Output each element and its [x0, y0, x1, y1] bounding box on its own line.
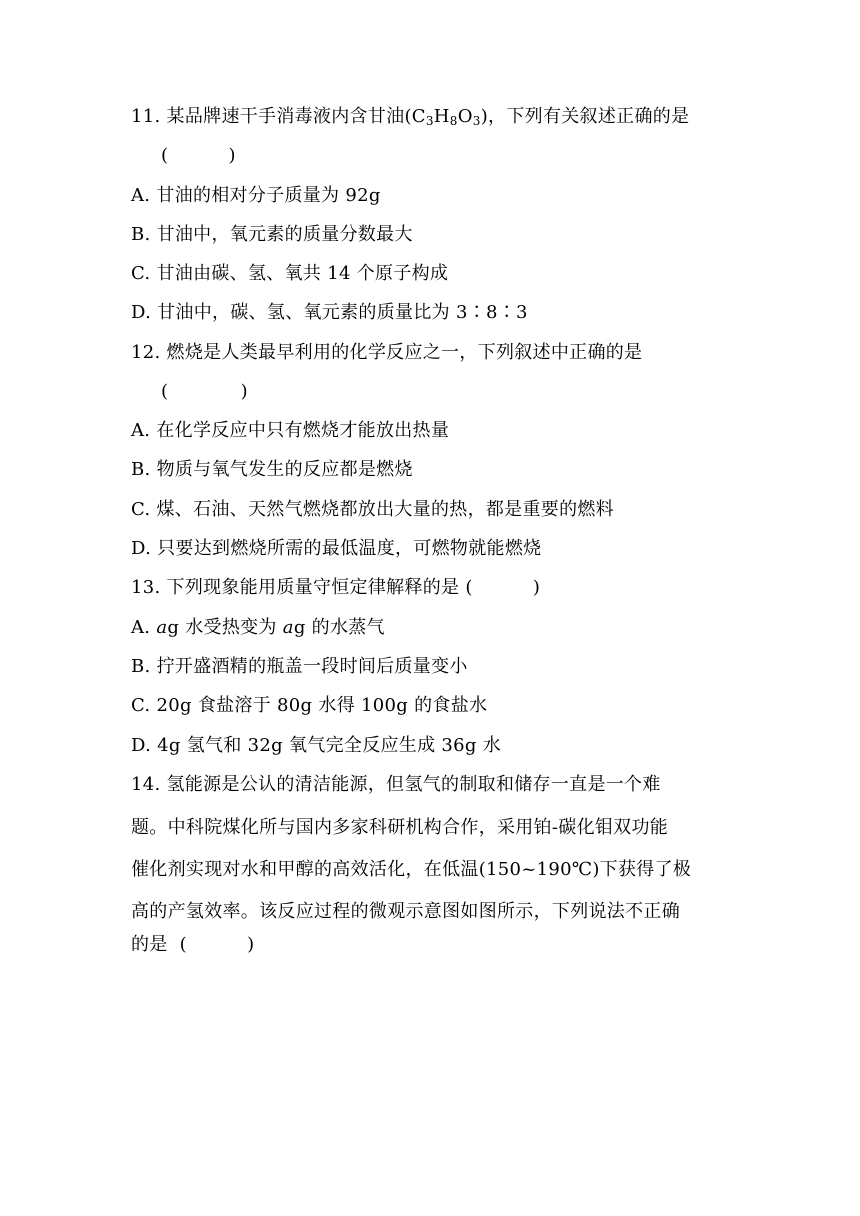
q11-formula-o-subscript: 3 — [472, 114, 481, 128]
q13-option-a-var-1: a — [156, 617, 168, 638]
question-11-answer-blank: ( ) — [161, 145, 236, 166]
question-12-option-c: C. 煤、石油、天然气燃烧都放出大量的热，都是重要的燃料 — [131, 499, 614, 520]
question-13-option-d: D. 4g 氢气和 32g 氧气完全反应生成 36g 水 — [131, 735, 502, 756]
q11-formula-h-subscript: 8 — [449, 114, 458, 128]
question-13-stem: 13. 下列现象能用质量守恒定律解释的是 ( ) — [131, 577, 541, 598]
question-11-option-d: D. 甘油中，碳、氢、氧元素的质量比为 3∶8∶3 — [131, 302, 528, 323]
question-12-option-b: B. 物质与氧气发生的反应都是燃烧 — [131, 459, 413, 480]
question-13-option-a — [131, 615, 385, 641]
q11-formula-c-subscript: 3 — [425, 114, 434, 128]
q13-option-a-var-2: a — [282, 617, 294, 638]
question-11-option-c: C. 甘油由碳、氢、氧共 14 个原子构成 — [131, 263, 449, 284]
question-14-stem-line-3: 催化剂实现对水和甲醇的高效活化，在低温(150~190℃)下获得了极 — [131, 859, 692, 880]
question-12-option-a: A. 在化学反应中只有燃烧才能放出热量 — [131, 420, 450, 441]
question-12-stem: 12. 燃烧是人类最早利用的化学反应之一，下列叙述中正确的是 — [131, 342, 643, 363]
question-14-stem-line-1: 14. 氢能源是公认的清洁能源，但氢气的制取和储存一直是一个难 — [131, 774, 661, 795]
question-13-option-b: B. 拧开盛酒精的瓶盖一段时间后质量变小 — [131, 656, 468, 677]
q13-option-a-text-2: g 的水蒸气 — [293, 617, 385, 638]
question-14-stem-line-4: 高的产氢效率。该反应过程的微观示意图如图所示，下列说法不正确 — [131, 901, 680, 922]
question-12-answer-blank: ( ) — [161, 381, 248, 402]
question-13-option-c: C. 20g 食盐溶于 80g 水得 100g 的食盐水 — [131, 695, 488, 716]
q11-formula-h: H — [433, 106, 450, 127]
question-14-stem-line-2: 题。中科院煤化所与国内多家科研机构合作，采用铂-碳化钼双功能 — [131, 817, 669, 838]
question-11-option-a: A. 甘油的相对分子质量为 92g — [131, 185, 381, 206]
q13-option-a-text-1: g 水受热变为 — [167, 617, 283, 638]
q11-stem-prefix: 11. 某品牌速干手消毒液内含甘油(C — [131, 106, 426, 127]
q11-stem-suffix: )，下列有关叙述正确的是 — [480, 106, 690, 127]
question-11-stem — [131, 104, 689, 130]
question-12-option-d: D. 只要达到燃烧所需的最低温度，可燃物就能燃烧 — [131, 538, 542, 559]
question-11-option-b: B. 甘油中，氧元素的质量分数最大 — [131, 224, 413, 245]
q13-option-a-prefix: A. — [131, 617, 157, 638]
question-14-stem-line-5: 的是 ( ) — [131, 934, 255, 955]
q11-formula-o: O — [457, 106, 473, 127]
